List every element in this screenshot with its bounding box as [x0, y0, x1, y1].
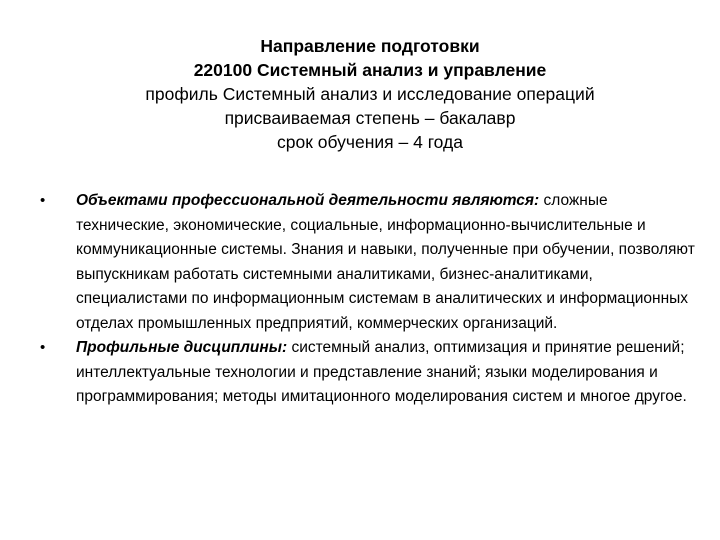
bullet-item-profile-disciplines — [30, 336, 700, 410]
bullet-marker: • — [40, 192, 46, 209]
slide-title — [60, 34, 680, 154]
bullet-lead: Объектами профессиональной деятельности являются: — [76, 192, 540, 209]
subtitle-profile: профиль Системный анализ и исследование операций — [145, 84, 595, 104]
bullet-text: сложные технические, экономические, социальные, информационно-вычислительные и коммуникационные системы. Знания и навыки, полученные при обучении, позволяют выпускникам работать системными аналитиками, бизнес-аналитиками, специалистами по информационным системам в аналитических и информационных отделах промышленных предприятий, коммерческих организаций. — [76, 192, 695, 332]
title-program-code: 220100 Системный анализ и управление — [193, 60, 547, 80]
bullet-item-professional-activity — [30, 189, 700, 336]
subtitle-degree: присваиваемая степень – бакалавр — [224, 108, 516, 128]
bullet-lead: Профильные дисциплины: — [76, 339, 288, 356]
bullet-list — [30, 189, 700, 410]
title-direction: Направление подготовки — [260, 36, 480, 56]
bullet-text: системный анализ, оптимизация и принятие решений; интеллектуальные технологии и представление знаний; языки моделирования и программирования; методы имитационного моделирования систем и многое другое. — [76, 339, 687, 405]
bullet-marker: • — [40, 339, 46, 356]
subtitle-duration: срок обучения – 4 года — [277, 132, 463, 152]
